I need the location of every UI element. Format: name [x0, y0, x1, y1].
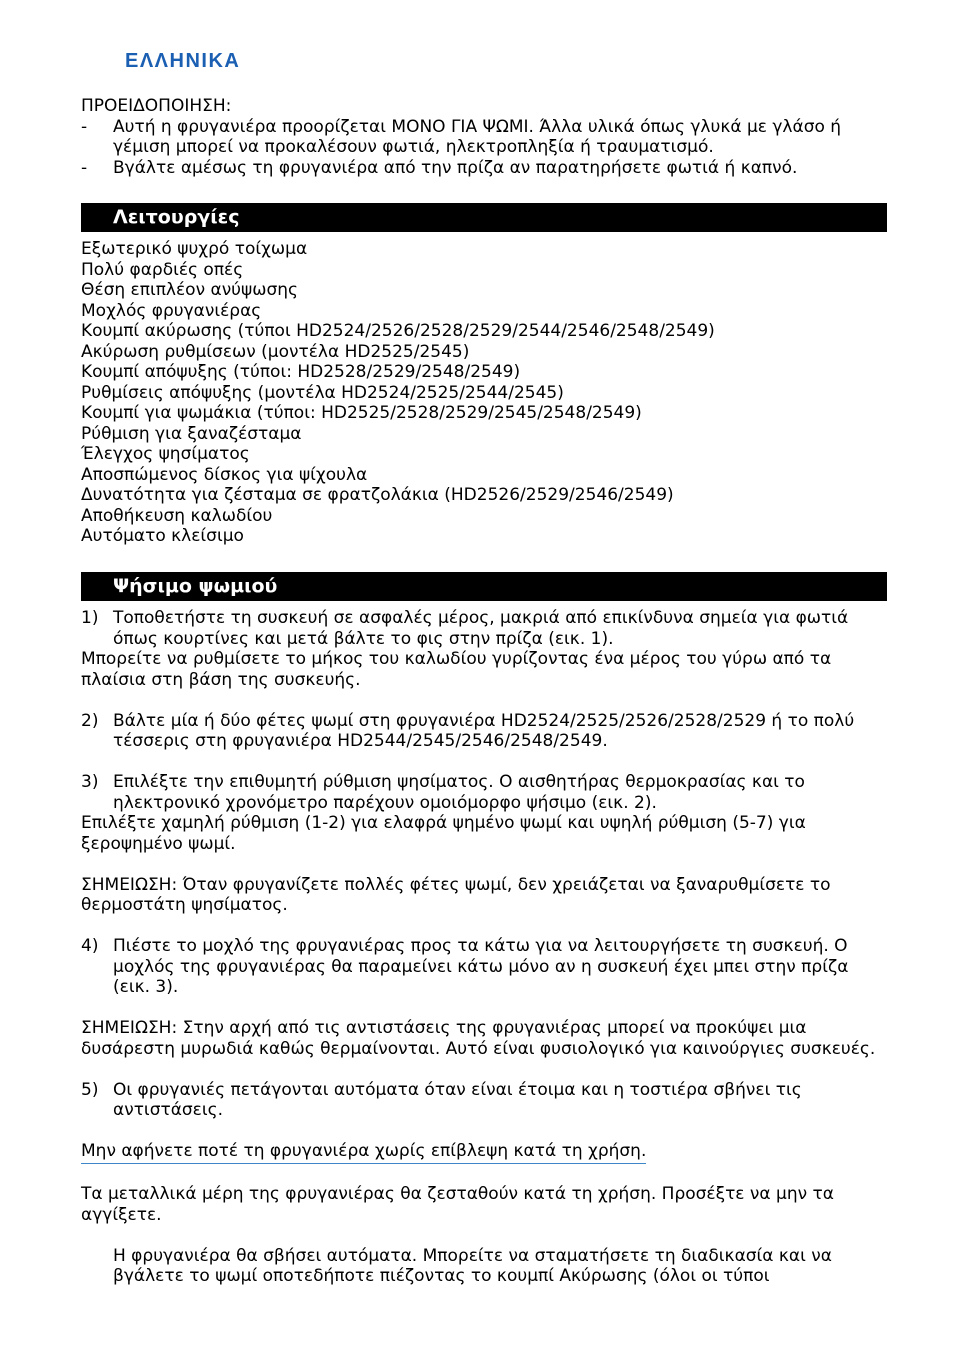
feature-item: Αυτόματο κλείσιμο: [81, 526, 244, 546]
step-1-note: Μπορείτε να ρυθμίσετε το μήκος του καλωδίου γυρίζοντας ένα μέρος του γύρω από τα πλαίσια στη βάση της συσκευής.: [81, 649, 832, 690]
feature-item: Κουμπί για ψωμάκια (τύποι: HD2525/2528/2529/2545/2548/2549): [81, 403, 642, 423]
feature-item: Πολύ φαρδιές οπές: [81, 259, 244, 280]
auto-off-note: Η φρυγανιέρα θα σβήσει αυτόματα. Μπορείτε να σταματήσετε τη διαδικασία και να βγάλετε το ψωμί οποτεδήποτε πιέζοντας το κουμπί Ακύρωσης (όλοι οι τύποι: [113, 1245, 832, 1286]
step-text: Βάλτε μία ή δύο φέτες ψωμί στη φρυγανιέρα HD2524/2525/2526/2528/2529 ή το πολύ τέσσερις στη φρυγανιέρα HD2544/2545/2546/2548/2549.: [113, 710, 855, 751]
warning-item: - Βγάλτε αμέσως τη φρυγανιέρα από την πρίζα αν παρατηρήσετε φωτιά ή καπνό.: [81, 158, 887, 179]
step-2: [81, 711, 887, 752]
note-smell: ΣΗΜΕΙΩΣΗ: Στην αρχή από τις αντιστάσεις της φρυγανιέρας μπορεί να προκύψει μια δυσάρεστη μυρωδιά καθώς θερμαίνονται. Αυτό είναι φυσιολογικό για καινούργιες συσκευές.: [81, 1018, 876, 1059]
step-number: 3): [81, 772, 99, 792]
step-number: 2): [81, 710, 99, 731]
step-1: [81, 608, 887, 649]
feature-item: Ακύρωση ρυθμίσεων (μοντέλα HD2525/2545): [81, 341, 470, 362]
step-number: 5): [81, 1079, 99, 1100]
step-4: [81, 936, 887, 998]
step-text: Επιλέξτε την επιθυμητή ρύθμιση ψησίματος. Ο αισθητήρας θερμοκρασίας και το ηλεκτρονικό χρονόμετρο παρέχουν ομοιόμορφο ψήσιμο (εικ. 2).: [113, 772, 805, 813]
feature-item: Δυνατότητα για ζέσταμα σε φρατζολάκια (HD2526/2529/2546/2549): [81, 485, 674, 505]
feature-item: Αποσπώμενος δίσκος για ψίχουλα: [81, 464, 368, 485]
toasting-section: [81, 608, 887, 1287]
language-header: ΕΛΛΗΝΙΚΑ: [125, 50, 241, 72]
feature-item: Ρύθμιση για ξαναζέσταμα: [81, 423, 302, 444]
warning-section: [81, 96, 887, 178]
step-3-note: Επιλέξτε χαμηλή ρύθμιση (1-2) για ελαφρά ψημένο ψωμί και υψηλή ρύθμιση (5-7) για ξεροψημένο ψωμί.: [81, 813, 806, 854]
warning-item-text: Βγάλτε αμέσως τη φρυγανιέρα από την πρίζα αν παρατηρήσετε φωτιά ή καπνό.: [113, 157, 798, 178]
warning-item: - Αυτή η φρυγανιέρα προορίζεται ΜΟΝΟ ΓΙΑ ΨΩΜΙ. Άλλα υλικά όπως γλυκά με γλάσο ή γέμιση μπορεί να προκαλέσουν φωτιά, ηλεκτροπληξία ή τραυματισμό.: [81, 117, 887, 158]
feature-item: Εξωτερικό ψυχρό τοίχωμα: [81, 239, 308, 259]
step-text: Πιέστε το μοχλό της φρυγανιέρας προς τα κάτω για να λειτουργήσετε τη συσκευή. Ο μοχλός της φρυγανιέρας θα παραμείνει κάτω μόνο αν η συσκευή έχει μπει στην πρίζα (εικ. 3).: [113, 936, 849, 997]
note-thermostat: ΣΗΜΕΙΩΣΗ: Όταν φρυγανίζετε πολλές φέτες ψωμί, δεν χρειάζεται να ξαναρυθμίσετε το θερμοστάτη ψησίματος.: [81, 874, 831, 915]
warning-item-text: Αυτή η φρυγανιέρα προορίζεται ΜΟΝΟ ΓΙΑ ΨΩΜΙ. Άλλα υλικά όπως γλυκά με γλάσο ή γέμιση μπορεί να προκαλέσουν φωτιά, ηλεκτροπληξία ή τραυματισμό.: [113, 116, 842, 157]
features-heading: Λειτουργίες: [81, 203, 887, 232]
feature-item: Κουμπί απόψυξης (τύποι: HD2528/2529/2548/2549): [81, 362, 521, 382]
feature-item: Θέση επιπλέον ανύψωσης: [81, 280, 298, 300]
step-text: Οι φρυγανιές πετάγονται αυτόματα όταν είναι έτοιμα και η τοστιέρα σβήνει τις αντιστάσεις.: [113, 1079, 802, 1120]
warning-title: ΠΡΟΕΙΔΟΠΟΙΗΣΗ:: [81, 96, 232, 116]
toasting-heading: Ψήσιμο ψωμιού: [81, 572, 887, 601]
feature-item: Κουμπί ακύρωσης (τύποι HD2524/2526/2528/2529/2544/2546/2548/2549): [81, 321, 715, 341]
step-text: Τοποθετήστε τη συσκευή σε ασφαλές μέρος, μακριά από επικίνδυνα σημεία για φωτιά όπως κουρτίνες και μετά βάλτε το φις στην πρίζα (εικ. 1).: [113, 608, 849, 649]
features-list: [81, 239, 887, 547]
feature-item: Έλεγχος ψησίματος: [81, 444, 250, 464]
step-number: 4): [81, 936, 99, 956]
step-number: 1): [81, 608, 99, 628]
hot-parts-note: Τα μεταλλικά μέρη της φρυγανιέρας θα ζεσταθούν κατά τη χρήση. Προσέξτε να μην τα αγγίξετε.: [81, 1184, 834, 1225]
feature-item: Αποθήκευση καλωδίου: [81, 505, 273, 526]
step-5: [81, 1080, 887, 1121]
caution-note: Μην αφήνετε ποτέ τη φρυγανιέρα χωρίς επίβλεψη κατά τη χρήση.: [81, 1141, 646, 1164]
step-3: [81, 772, 887, 813]
feature-item: Ρυθμίσεις απόψυξης (μοντέλα HD2524/2525/2544/2545): [81, 382, 564, 403]
feature-item: Μοχλός φρυγανιέρας: [81, 300, 262, 321]
